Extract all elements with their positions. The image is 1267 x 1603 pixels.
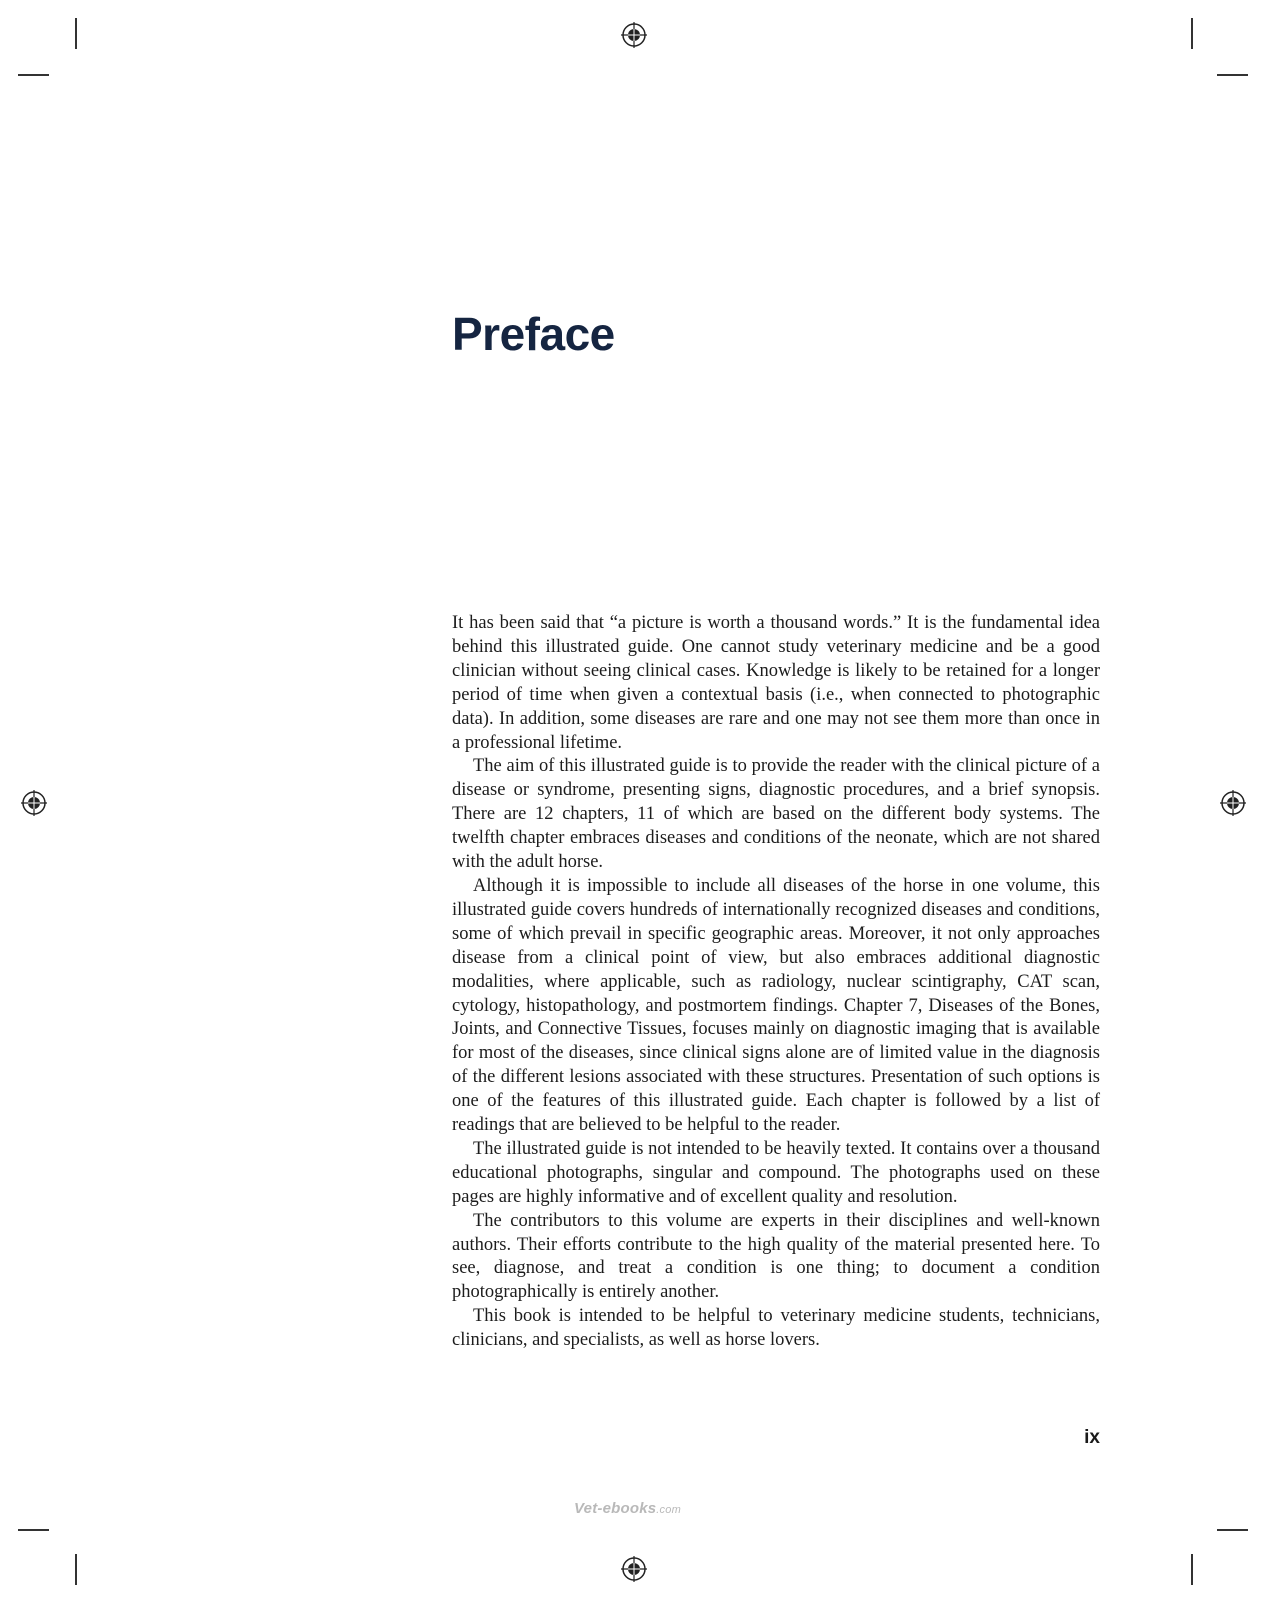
crop-mark-top-right-horizontal xyxy=(1217,74,1248,76)
watermark-logo xyxy=(574,1500,681,1517)
paragraph: The illustrated guide is not intended to be heavily texted. It contains over a thousand educational photographs, singular and compound. The photographs used on these pages are highly informative and of excellent quality and resolution. xyxy=(452,1138,1100,1207)
registration-target-icon xyxy=(21,790,47,816)
preface-body xyxy=(452,612,1100,1353)
paragraph: The contributors to this volume are experts in their disciplines and well-known authors. Their efforts contribute to the high quality of the material presented here. To see, diagnose, and treat a condition is one thing; to document a condition photographically is entirely another. xyxy=(452,1210,1100,1303)
page-number: ix xyxy=(1084,1427,1100,1448)
crop-mark-top-right-vertical xyxy=(1191,18,1193,49)
watermark-brand: Vet-ebooks xyxy=(574,1500,657,1517)
crop-mark-top-left-horizontal xyxy=(18,74,49,76)
paragraph: This book is intended to be helpful to veterinary medicine students, technicians, clinicians, and specialists, as well as horse lovers. xyxy=(452,1306,1100,1351)
paragraph: Although it is impossible to include all diseases of the horse in one volume, this illustrated guide covers hundreds of internationally recognized diseases and conditions, some of which prevail in specific geographic areas. Moreover, it not only approaches disease from a clinical point of view, but also embraces additional diagnostic modalities, where applicable, such as radiology, nuclear scintigraphy, CAT scan, cytology, histopathology, and postmortem findings. Chapter 7, Diseases of the Bones, Joints, and Connective Tissues, focuses mainly on diagnostic imaging that is available for most of the diseases, since clinical signs alone are of limited value in the diagnosis of the different lesions associated with these structures. Presentation of such options is one of the features of this illustrated guide. Each chapter is followed by a list of readings that are believed to be helpful to the reader. xyxy=(452,875,1100,1136)
page-title: Preface xyxy=(452,308,615,360)
crop-mark-bottom-right-vertical xyxy=(1191,1554,1193,1585)
paragraph: It has been said that “a picture is worth a thousand words.” It is the fundamental idea behind this illustrated guide. One cannot study veterinary medicine and be a good clinician without seeing clinical cases. Knowledge is likely to be retained for a longer period of time when given a contextual basis (i.e., when connected to photographic data). In addition, some diseases are rare and one may not see them more than once in a professional lifetime. xyxy=(452,613,1100,753)
crop-mark-top-left-vertical xyxy=(75,18,77,49)
crop-mark-bottom-left-horizontal xyxy=(18,1529,49,1531)
registration-target-icon xyxy=(621,1556,647,1582)
paragraph: The aim of this illustrated guide is to provide the reader with the clinical picture of a disease or syndrome, presenting signs, diagnostic procedures, and a brief synopsis. There are 12 chapters, 11 of which are based on the different body systems. The twelfth chapter embraces diseases and conditions of the neonate, which are not shared with the adult horse. xyxy=(452,756,1100,873)
crop-mark-bottom-right-horizontal xyxy=(1217,1529,1248,1531)
registration-target-icon xyxy=(1220,790,1246,816)
registration-target-icon xyxy=(621,22,647,48)
crop-mark-bottom-left-vertical xyxy=(75,1554,77,1585)
watermark-suffix: .com xyxy=(656,1504,681,1516)
